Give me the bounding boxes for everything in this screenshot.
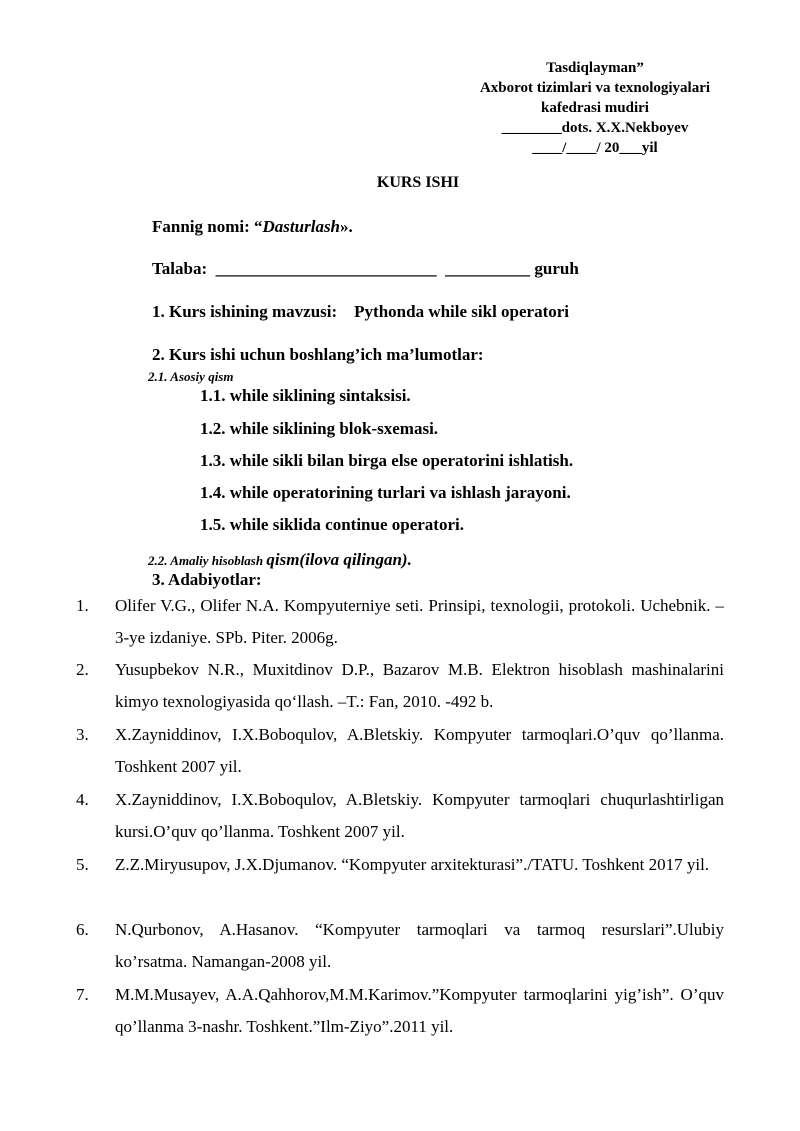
reference-number: 7. [76, 985, 89, 1004]
topic-label: 1. Kurs ishining mavzusi: [152, 302, 338, 321]
section-main-part: 2.1. Asosiy qism [148, 369, 234, 384]
approval-line-5: ____/____/ 20___yil [532, 140, 658, 156]
reference-text: M.M.Musayev, A.A.Qahhorov,M.M.Karimov.”Kompyuter tarmoqlarini yig’ish”. O’quv qo’llanma 3-nashr. Toshkent.”Ilm-Ziyo”.2011 yil. [115, 985, 724, 1036]
reference-item [76, 719, 724, 783]
subject-line [152, 217, 353, 237]
section-practical-prefix: 2.2. Amaliy hisoblash [148, 553, 267, 568]
reference-text: X.Zayniddinov, I.X.Boboqulov, A.Bletskiy. Kompyuter tarmoqlari chuqurlashtirligan kursi.O’quv qo’llanma. Toshkent 2007 yil. [115, 790, 724, 841]
reference-text: X.Zayniddinov, I.X.Boboqulov, A.Bletskiy. Kompyuter tarmoqlari.O’quv qo’llanma. Toshkent 2007 yil. [115, 725, 724, 776]
student-group-blank: __________ [445, 259, 531, 278]
reference-item [76, 979, 724, 1043]
references-heading: 3. Adabiyotlar: [152, 570, 262, 589]
reference-number: 3. [76, 725, 89, 744]
section-practical-part [148, 550, 412, 570]
subject-prefix: Fannig nomi: “ [152, 217, 263, 236]
content-item-3: 1.3. while sikli bilan birga else operatorini ishlatish. [200, 451, 574, 470]
reference-number: 4. [76, 790, 89, 809]
section-practical-suffix: qism(ilova qilingan). [266, 550, 412, 569]
reference-number: 1. [76, 596, 89, 615]
content-item-4: 1.4. while operatorining turlari va ishlash jarayoni. [200, 483, 571, 502]
approval-line-2: Axborot tizimlari va texnologiyalari [479, 80, 711, 96]
reference-text: Olifer V.G., Olifer N.A. Kompyuterniye seti. Prinsipi, texnologii, protokoli. Uchebnik. –3-ye izdaniye. SPb. Piter. 2006g. [115, 596, 724, 647]
reference-number: 5. [76, 855, 89, 874]
reference-text: Z.Z.Miryusupov, J.X.Djumanov. “Kompyuter arxitekturasi”./TATU. Toshkent 2017 yil. [115, 855, 710, 874]
student-line [152, 259, 579, 279]
reference-item [76, 849, 724, 881]
reference-number: 2. [76, 660, 89, 679]
topic-line [152, 302, 569, 322]
reference-item [76, 654, 724, 718]
reference-number: 6. [76, 920, 89, 939]
document-title: KURS ISHI [376, 174, 460, 191]
approval-line-4: ________dots. X.X.Nekboyev [501, 120, 689, 136]
approval-block [440, 58, 750, 158]
content-item-5: 1.5. while siklida continue operatori. [200, 515, 464, 534]
reference-item [76, 590, 724, 654]
student-name-blank: __________________________ [215, 259, 437, 278]
reference-item [76, 784, 724, 848]
subject-name: Dasturlash [262, 217, 341, 236]
topic-value: Pythonda while sikl operatori [354, 302, 570, 321]
reference-text: Yusupbekov N.R., Muxitdinov D.P., Bazarov M.B. Elektron hisoblash mashinalarini kimyo texnologiyasida qo‘llash. –T.: Fan, 2010. -492 b. [115, 660, 724, 711]
reference-text: N.Qurbonov, A.Hasanov. “Kompyuter tarmoqlari va tarmoq resurslari”.Ulubiy ko’rsatma. Namangan-2008 yil. [115, 920, 724, 971]
initial-data-heading: 2. Kurs ishi uchun boshlang’ich ma’lumotlar: [152, 345, 484, 364]
content-item-1: 1.1. while siklining sintaksisi. [200, 386, 411, 405]
student-label: Talaba: [152, 259, 208, 278]
subject-suffix: ». [340, 217, 353, 236]
approval-line-3: kafedrasi mudiri [541, 100, 649, 116]
content-item-2: 1.2. while siklining blok-sxemasi. [200, 419, 439, 438]
student-group-label: guruh [534, 259, 579, 278]
approval-line-1: Tasdiqlayman” [546, 60, 644, 76]
reference-item [76, 914, 724, 978]
